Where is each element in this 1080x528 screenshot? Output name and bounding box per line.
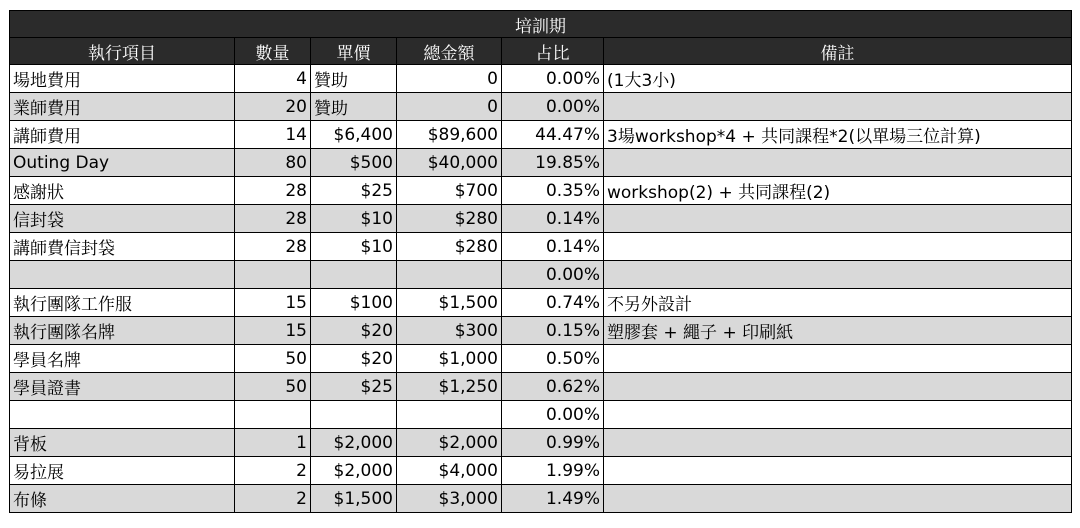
cell-total: $700 [397,177,502,205]
cell-unit-price: $10 [311,205,397,233]
table-row [10,373,1072,401]
table-row [10,429,1072,457]
cell-unit-price: $20 [311,345,397,373]
cell-percentage: 1.49% [502,485,604,513]
cell-note: workshop(2) + 共同課程(2) [604,177,1072,205]
cell-item: 布條 [10,485,235,513]
cell-percentage: 0.62% [502,373,604,401]
cell-unit-price [311,261,397,289]
cell-percentage: 0.50% [502,345,604,373]
header-item: 執行項目 [10,38,235,65]
cell-percentage: 0.00% [502,65,604,93]
cell-percentage: 0.15% [502,317,604,345]
title-row [10,11,1072,38]
cell-quantity: 4 [235,65,311,93]
cell-item: 講師費用 [10,121,235,149]
cell-item: 學員名牌 [10,345,235,373]
cell-quantity: 28 [235,233,311,261]
header-quantity: 數量 [235,38,311,65]
cell-quantity: 15 [235,317,311,345]
cell-percentage: 44.47% [502,121,604,149]
cell-item: 易拉展 [10,457,235,485]
table-row [10,261,1072,289]
cell-item: 執行團隊名牌 [10,317,235,345]
cell-item: 信封袋 [10,205,235,233]
cell-percentage: 0.00% [502,261,604,289]
cell-item [10,401,235,429]
cell-item: Outing Day [10,149,235,177]
cell-percentage: 0.74% [502,289,604,317]
cell-unit-price: $6,400 [311,121,397,149]
cell-item: 學員證書 [10,373,235,401]
header-total: 總金額 [397,38,502,65]
cell-quantity: 28 [235,205,311,233]
cell-percentage: 0.14% [502,205,604,233]
table-body [10,65,1072,513]
cell-note [604,233,1072,261]
table-row [10,289,1072,317]
table-row [10,401,1072,429]
cell-percentage: 0.00% [502,401,604,429]
cell-percentage: 0.14% [502,233,604,261]
cell-unit-price: $20 [311,317,397,345]
cell-unit-price: $2,000 [311,457,397,485]
cell-unit-price [311,401,397,429]
cell-note: 3場workshop*4 + 共同課程*2(以單場三位計算) [604,121,1072,149]
table-row [10,233,1072,261]
budget-sheet [9,10,1071,513]
cell-quantity: 2 [235,457,311,485]
table-row [10,65,1072,93]
cell-item: 感謝狀 [10,177,235,205]
cell-note [604,345,1072,373]
cell-unit-price: $2,000 [311,429,397,457]
cell-quantity: 14 [235,121,311,149]
cell-total [397,401,502,429]
cell-unit-price: 贊助 [311,93,397,121]
cell-total: $1,500 [397,289,502,317]
cell-item: 講師費信封袋 [10,233,235,261]
cell-quantity: 50 [235,373,311,401]
cell-total: $1,000 [397,345,502,373]
cell-percentage: 0.00% [502,93,604,121]
cell-total: $1,250 [397,373,502,401]
cell-note [604,149,1072,177]
cell-item [10,261,235,289]
cell-unit-price: $100 [311,289,397,317]
cell-total: $3,000 [397,485,502,513]
cell-unit-price: $25 [311,373,397,401]
cell-total: $280 [397,233,502,261]
cell-total: $280 [397,205,502,233]
cell-unit-price: 贊助 [311,65,397,93]
table-row [10,345,1072,373]
cell-note [604,93,1072,121]
cell-total: $89,600 [397,121,502,149]
cell-quantity: 15 [235,289,311,317]
cell-item: 背板 [10,429,235,457]
cell-quantity [235,401,311,429]
table-title: 培訓期 [10,11,1072,38]
cell-note [604,205,1072,233]
cell-total: 0 [397,65,502,93]
table-row [10,457,1072,485]
cell-note [604,261,1072,289]
cell-percentage: 0.35% [502,177,604,205]
cell-total: $4,000 [397,457,502,485]
header-note: 備註 [604,38,1072,65]
cell-item: 執行團隊工作服 [10,289,235,317]
cell-total: $40,000 [397,149,502,177]
cell-total [397,261,502,289]
cell-percentage: 1.99% [502,457,604,485]
table-row [10,177,1072,205]
cell-quantity: 80 [235,149,311,177]
budget-table [9,10,1072,513]
cell-total: $2,000 [397,429,502,457]
cell-quantity: 20 [235,93,311,121]
cell-percentage: 19.85% [502,149,604,177]
cell-unit-price: $10 [311,233,397,261]
cell-note [604,457,1072,485]
cell-note: (1大3小) [604,65,1072,93]
table-row [10,93,1072,121]
header-unit-price: 單價 [311,38,397,65]
cell-unit-price: $500 [311,149,397,177]
cell-unit-price: $1,500 [311,485,397,513]
cell-item: 場地費用 [10,65,235,93]
header-percentage: 占比 [502,38,604,65]
cell-item: 業師費用 [10,93,235,121]
table-row [10,121,1072,149]
table-row [10,205,1072,233]
cell-note [604,429,1072,457]
cell-total: $300 [397,317,502,345]
header-row [10,38,1072,65]
cell-note: 不另外設計 [604,289,1072,317]
cell-percentage: 0.99% [502,429,604,457]
table-row [10,317,1072,345]
cell-quantity: 28 [235,177,311,205]
cell-total: 0 [397,93,502,121]
cell-note: 塑膠套 + 繩子 + 印刷紙 [604,317,1072,345]
cell-note [604,373,1072,401]
cell-note [604,485,1072,513]
cell-unit-price: $25 [311,177,397,205]
cell-note [604,401,1072,429]
cell-quantity: 2 [235,485,311,513]
cell-quantity: 50 [235,345,311,373]
table-row [10,485,1072,513]
cell-quantity [235,261,311,289]
table-row [10,149,1072,177]
cell-quantity: 1 [235,429,311,457]
